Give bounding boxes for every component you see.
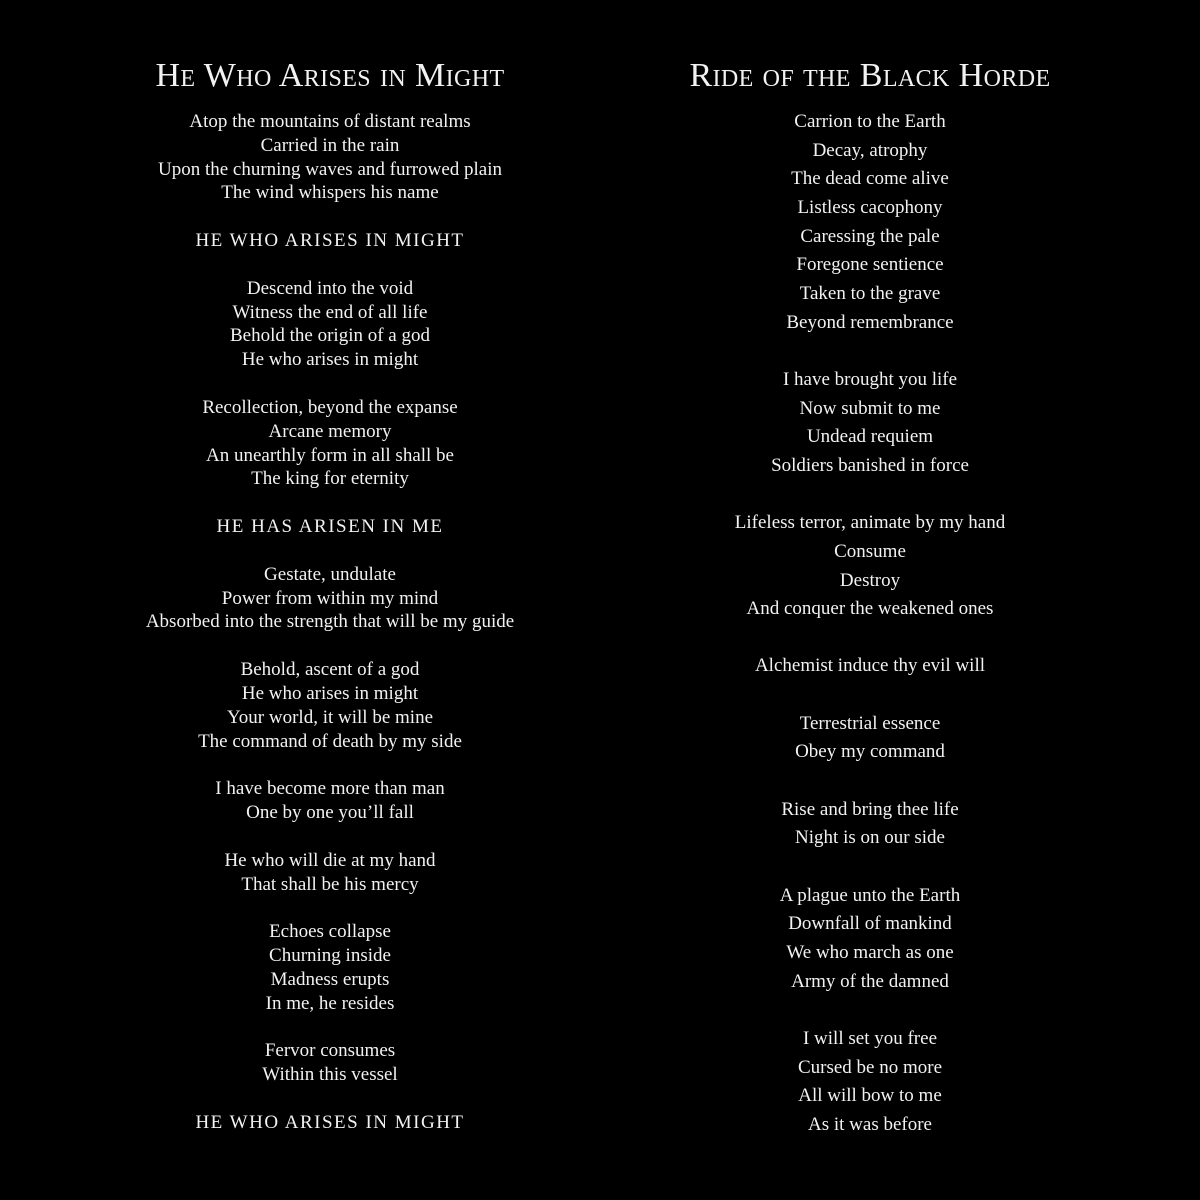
lyric-line: Rise and bring thee life	[781, 798, 959, 820]
lyric-line: All will bow to me	[798, 1085, 942, 1107]
stanza	[60, 277, 600, 372]
lyric-line: He who will die at my hand	[224, 849, 436, 871]
lyric-line: One by one you’ll fall	[246, 802, 414, 824]
lyric-line: Consume	[834, 540, 906, 562]
lyric-line: The king for eternity	[251, 468, 409, 490]
lyric-line: Decay, atrophy	[812, 139, 928, 161]
lyric-line: Obey my command	[795, 741, 945, 763]
lyric-line: Power from within my mind	[221, 587, 439, 609]
stanza	[600, 509, 1140, 624]
lyric-line: Recollection, beyond the expanse	[202, 396, 458, 418]
lyric-line: Beyond remembrance	[786, 311, 954, 333]
lyric-line: A plague unto the Earth	[779, 884, 961, 906]
lyric-line: Witness the end of all life	[232, 301, 428, 323]
lyric-line: Madness erupts	[270, 968, 390, 990]
lyric-line: Foregone sentience	[796, 254, 944, 276]
stanza	[60, 563, 600, 634]
lyric-line: I will set you free	[802, 1028, 937, 1049]
lyric-line: Behold the origin of a god	[230, 325, 430, 347]
lyric-line: Churning inside	[269, 944, 391, 966]
lyric-line: Army of the damned	[791, 970, 949, 992]
lyric-line: I have become more than man	[215, 778, 445, 800]
stanza	[60, 515, 600, 539]
stanza	[60, 1111, 600, 1135]
lyric-line: Soldiers banished in force	[771, 454, 969, 476]
lyric-line: HE WHO ARISES IN MIGHT	[195, 230, 465, 252]
lyric-line: Carried in the rain	[260, 134, 400, 156]
lyric-line: HE HAS ARISEN IN ME	[216, 516, 444, 538]
lyric-line: Downfall of mankind	[788, 913, 952, 935]
stanza	[60, 1039, 600, 1087]
lyric-line: Absorbed into the strength that will be my guide	[145, 611, 515, 633]
lyric-line: Behold, ascent of a god	[240, 659, 420, 681]
lyric-line: And conquer the weakened ones	[746, 598, 994, 620]
lyric-line: Caressing the pale	[800, 225, 940, 247]
lyric-line: The wind whispers his name	[221, 182, 439, 204]
lyric-line: Undead requiem	[806, 426, 934, 448]
lyric-line: Fervor consumes	[264, 1040, 396, 1062]
lyric-line: As it was before	[808, 1113, 932, 1135]
stanza	[60, 110, 600, 205]
stanza	[60, 849, 600, 897]
stanza	[600, 108, 1140, 337]
lyric-line: Cursed be no more	[797, 1056, 943, 1078]
lyric-line: Atop the mountains of distant realms	[189, 111, 471, 132]
stanza	[60, 396, 600, 491]
stanza	[60, 658, 600, 753]
lyric-line: Listless cacophony	[797, 196, 943, 218]
lyric-line: Night is on our side	[795, 827, 945, 849]
song-column-left	[60, 0, 600, 1200]
lyric-line: Alchemist induce thy evil will	[754, 655, 986, 677]
song-title: Ride of the Black Horde	[689, 57, 1051, 94]
lyrics-right	[600, 108, 1140, 1168]
lyric-line: Gestate, undulate	[264, 563, 396, 585]
song-title: He Who Arises in Might	[155, 57, 505, 94]
lyric-line: We who march as one	[786, 942, 954, 964]
lyric-line: Destroy	[839, 569, 901, 591]
lyric-line: Lifeless terror, animate by my hand	[734, 512, 1006, 534]
lyrics-left	[60, 110, 600, 1158]
lyric-line: Arcane memory	[268, 420, 392, 442]
stanza	[600, 882, 1140, 997]
lyric-line: Terrestrial essence	[799, 712, 941, 734]
lyric-line: He who arises in might	[241, 349, 419, 371]
lyric-line: Echoes collapse	[269, 921, 391, 943]
lyric-line: Upon the churning waves and furrowed plain	[157, 158, 502, 180]
lyric-line: He who arises in might	[241, 682, 419, 704]
stanza	[600, 710, 1140, 767]
lyric-line: An unearthly form in all shall be	[206, 444, 454, 466]
song-column-right	[600, 0, 1140, 1200]
lyric-line: Now submit to me	[799, 397, 941, 419]
stanza	[60, 920, 600, 1015]
stanza	[600, 796, 1140, 853]
stanza	[60, 229, 600, 253]
lyric-line: HE WHO ARISES IN MIGHT	[195, 1111, 465, 1133]
lyric-line: I have brought you life	[782, 368, 958, 390]
lyric-line: That shall be his mercy	[241, 873, 419, 895]
stanza	[60, 777, 600, 825]
lyric-line: The command of death by my side	[198, 730, 462, 752]
stanza	[600, 366, 1140, 481]
stanza	[600, 1025, 1140, 1140]
lyric-line: Within this vessel	[262, 1064, 398, 1086]
stanza	[600, 652, 1140, 681]
lyric-line: Descend into the void	[246, 277, 414, 299]
lyric-line: Carrion to the Earth	[794, 111, 946, 132]
lyric-line: Taken to the grave	[799, 282, 941, 304]
lyric-line: In me, he resides	[265, 992, 395, 1014]
lyric-line: The dead come alive	[791, 168, 949, 190]
lyric-line: Your world, it will be mine	[226, 706, 433, 728]
